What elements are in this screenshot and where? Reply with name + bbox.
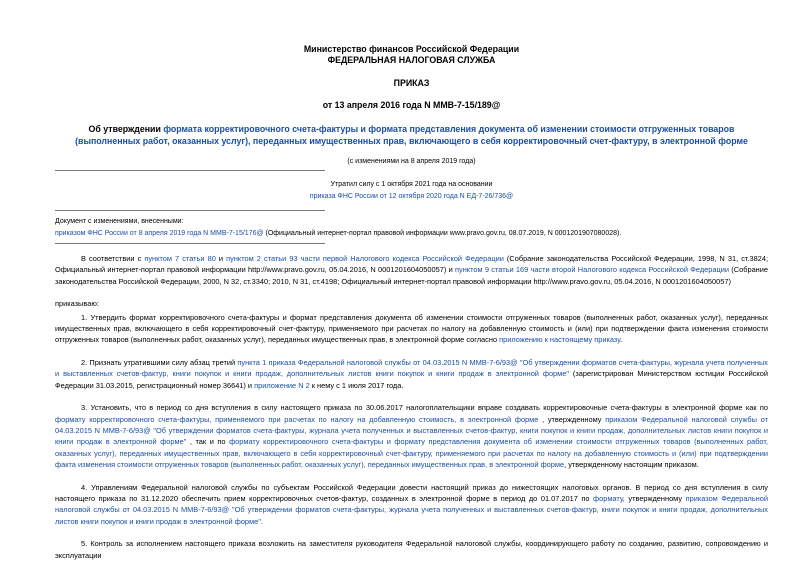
paragraph-1 — [55, 312, 768, 346]
order-93-link-2[interactable]: приказом Федеральной налоговой службы от 04.03.2015 N ММВ-7-6/93@ "Об утверждении форматов счета-фактуры, журнала учета полученных и выставленных счетов-фактур, книги покупок и книги продаж, дополнительных листов книги покупок и книги продаж в электронной форме" — [55, 493, 768, 526]
paragraph-3-text: , утвержденному настоящим приказом. — [564, 460, 699, 470]
paragraph-3-text: , так и по — [186, 437, 230, 447]
paragraph-4-text: . — [260, 516, 263, 526]
document-type: ПРИКАЗ — [393, 78, 430, 88]
service-name: ФЕДЕРАЛЬНАЯ НАЛОГОВАЯ СЛУЖБА — [327, 55, 496, 65]
paragraph-3-text: , утвержденному — [538, 414, 606, 424]
title-format-link[interactable]: формата корректировочного счета-фактуры и формата представления документа об изменении стоимости отгруженных товаров (выполненных работ, оказанных услуг), переданных имущественных прав, включающего в себя корректировочный счет-фактуру, в электронной форме — [75, 124, 748, 146]
repeal-text: Утратил силу с 1 октября 2021 года на основании — [330, 181, 493, 189]
old-format-link[interactable]: формату корректировочного счета-фактуры, применяемого при расчетах по налогу на добавленную стоимость, в электронной форме — [55, 414, 539, 424]
format-link[interactable]: формату — [593, 493, 623, 503]
preamble-paragraph — [55, 253, 768, 287]
paragraph-4 — [55, 482, 768, 528]
paragraph-5: 5. Контроль за исполнением настоящего приказа возложить на заместителя руководителя Федеральной налоговой службы, координирующего работу по созданию, развитию, сопровождению и эксплуатации — [55, 539, 768, 560]
paragraph-1-end: . — [620, 335, 623, 345]
amendments-label: Документ с изменениями, внесенными: — [55, 218, 184, 226]
paragraph-2-text: к нему с 1 июля 2017 года. — [309, 380, 404, 390]
paragraph-4-text: , утвержденному — [622, 493, 686, 503]
preamble-text: (Собрание законодательства Российской Федерации, 1998, N 31, ст.3824; Официальный интернет-портал правовой информации http://www.pravo.gov.ru, 05.04.2016, N 0001201604050057) и — [55, 254, 769, 275]
amendments-block — [55, 216, 768, 239]
preamble-text: и — [215, 254, 227, 264]
divider-amendments-bottom — [55, 243, 325, 244]
document-title — [55, 123, 768, 147]
paragraph-2-text: (зарегистрирован Министерством юстиции Российской Федерации 31.03.2015, регистрационный номер 36641) и — [55, 369, 768, 390]
paragraph-3-text: 3. Установить, что в период со дня вступления в силу настоящего приказа по 30.06.2017 налогоплательщики вправе создавать корректировочные счета-фактуры в электронной форме как по — [81, 403, 768, 413]
title-prefix: Об утверждении — [88, 124, 164, 134]
preamble-text: В соответствии с — [81, 254, 145, 264]
appendix-2-link[interactable]: приложение N 2 — [254, 380, 310, 390]
amendment-order-link[interactable]: приказом ФНС России от 8 апреля 2019 года N ММВ-7-15/176@ — [55, 229, 264, 237]
preamble-text: (Собрание законодательства Российской Федерации, 2000, N 32, ст.3340; 2010, N 31, ст.4198; Официальный интернет-портал правовой информации http://www.pravo.gov.ru, 05.04.2016, N 0001201604050057) — [55, 265, 768, 286]
paragraph-1-text: 1. Утвердить формат корректировочного счета-фактуры и формат представления документа об изменении стоимости отгруженных товаров (выполненных работ, оказанных услуг), переданных имущественных прав, включающего в себя корректировочный счет-фактуру, применяемого при расчетах по налогу на добавленную стоимость и (или) при подтверждении факта изменения стоимости отгруженных товаров (выполненных работ, оказанных услуг), переданных имущественных прав, в электронной форме согласно — [55, 312, 768, 345]
appendix-link[interactable]: приложению к настоящему приказу — [499, 335, 621, 345]
repeal-notice — [55, 179, 768, 202]
tax-code-article169-link[interactable]: пунктом 9 статьи 169 части второй Налогового кодекса Российской Федерации — [455, 265, 730, 275]
paragraph-2-text: 2. Признать утратившими силу абзац третий — [81, 357, 238, 367]
order-word: приказываю: — [55, 299, 99, 309]
divider-top — [55, 170, 325, 171]
order-93-point1-link[interactable]: пункта 1 приказа Федеральной налоговой службы от 04.03.2015 N ММВ-7-6/93@ "Об утверждении форматов счета-фактуры, журнала учета полученных и выставленных счетов-фактур, книги покупок и книги продаж, дополнительных листов книги покупок и книги продаж в электронной форме" — [55, 357, 768, 379]
tax-code-article80-link[interactable]: пунктом 7 статьи 80 — [144, 254, 216, 264]
new-format-link[interactable]: формату корректировочного счета-фактуры и формату представления документа об изменении стоимости отгруженных товаров (выполненных работ, оказанных услуг), переданных имущественных прав, включающего в себя корректировочный счет-фактуру, применяемого при расчетах по налогу на добавленную стоимость и (или) при подтверждении факта изменения стоимости отгруженных товаров (выполненных работ, оказанных услуг), переданных имущественных прав, в электронной форме — [55, 437, 768, 470]
paragraph-3 — [55, 402, 768, 470]
ministry-name: Министерство финансов Российской Федерации — [303, 44, 520, 54]
amendment-source: (Официальный интернет-портал правовой информации www.pravo.gov.ru, 08.07.2019, N 0001201907080028). — [263, 229, 622, 237]
order-93-link[interactable]: приказом Федеральной налоговой службы от 04.03.2015 N ММВ-7-6/93@ "Об утверждении форматов счета-фактуры, журнала учета полученных и выставленных счетов-фактур, книги покупок и книги продаж, дополнительных листов книги покупок и книги продаж в электронной форме" — [55, 414, 768, 447]
paragraph-4-text: 4. Управлениям Федеральной налоговой службы по субъектам Российской Федерации довести настоящий приказ до нижестоящих налоговых органов. В период со дня вступления в силу настоящего приказа по 31.12.2020 обеспечить прием корректировочных счетов-фактур, созданных в электронной форме в период до 01.07.2017 по — [55, 482, 768, 503]
document-date-number: от 13 апреля 2016 года N ММВ-7-15/189@ — [322, 100, 501, 110]
paragraph-2 — [55, 357, 768, 391]
revision-note: (с изменениями на 8 апреля 2019 года) — [347, 158, 476, 165]
divider-amendments-top — [55, 210, 325, 211]
tax-code-article93-link[interactable]: пунктом 2 статьи 93 части первой Налогового кодекса Российской Федерации — [226, 254, 504, 264]
repeal-order-link[interactable]: приказа ФНС России от 12 октября 2020 года N ЕД-7-26/736@ — [309, 192, 514, 200]
